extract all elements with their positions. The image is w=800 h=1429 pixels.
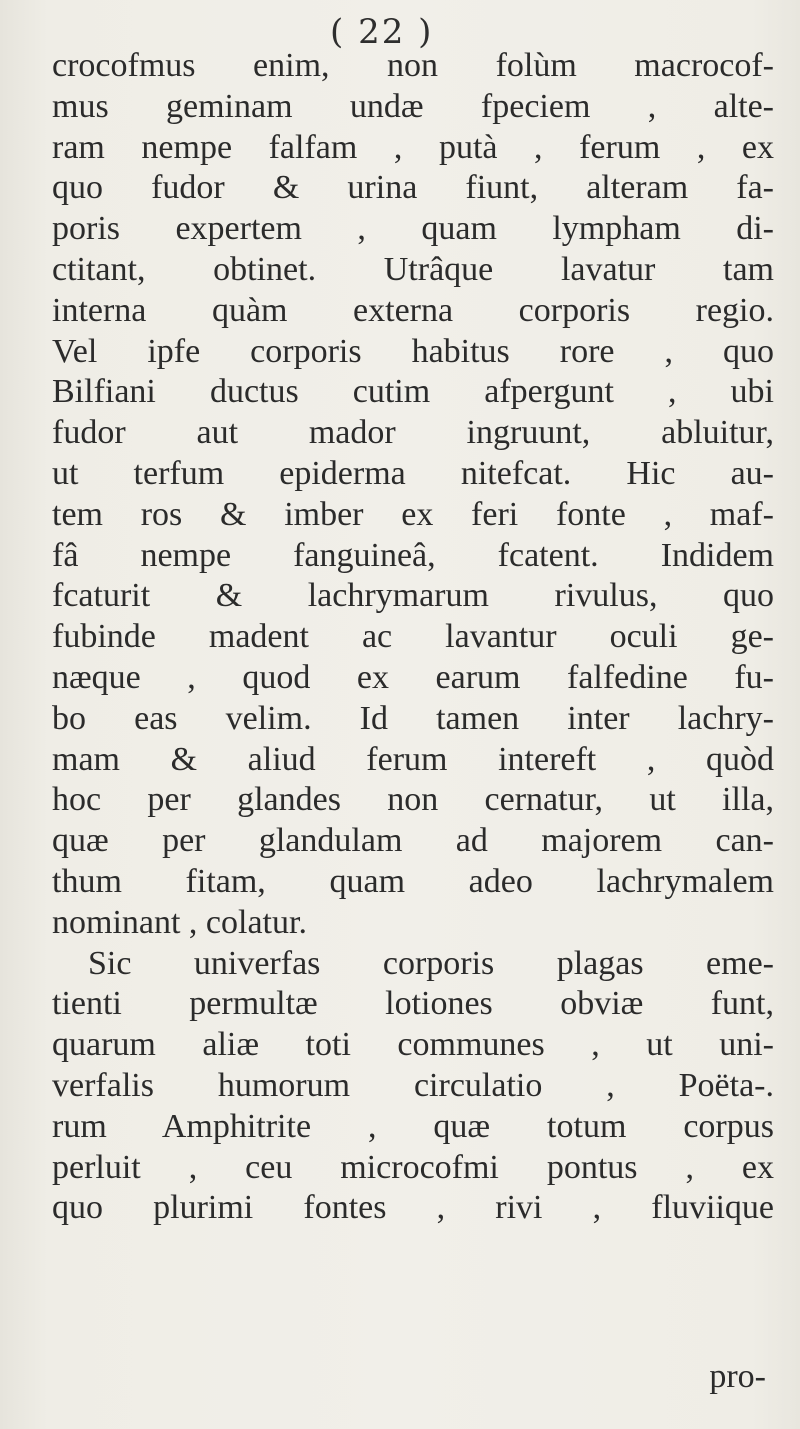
text-line: poris expertem , quam lympham di- — [52, 210, 774, 248]
text-line: quo fudor & urina fiunt, alteram fa- — [52, 169, 774, 207]
text-line: bo eas velim. Id tamen inter lachry- — [52, 699, 774, 737]
text-line: fubinde madent ac lavantur oculi ge- — [52, 618, 774, 656]
text-line: fâ nempe fanguineâ, fcatent. Indidem — [52, 536, 774, 574]
catchword: pro- — [709, 1358, 766, 1395]
text-line: perluit , ceu microcofmi pontus , ex — [52, 1148, 774, 1186]
text-line: rum Amphitrite , quæ totum corpus — [52, 1107, 774, 1145]
text-line: Bilfiani ductus cutim afpergunt , ubi — [52, 373, 774, 411]
text-line: ram nempe falfam , putà , ferum , ex — [52, 128, 774, 166]
text-line: fudor aut mador ingruunt, abluitur, — [52, 414, 774, 452]
text-line: quarum aliæ toti communes , ut uni- — [52, 1026, 774, 1064]
text-line: mam & aliud ferum intereft , quòd — [52, 740, 774, 778]
text-line: hoc per glandes non cernatur, ut illa, — [52, 781, 774, 819]
text-line: thum fitam, quam adeo lachrymalem — [52, 862, 774, 900]
text-line: tienti permultæ lotiones obviæ funt, — [52, 985, 774, 1023]
text-line: verfalis humorum circulatio , Poëta-. — [52, 1066, 774, 1104]
text-line: ctitant, obtinet. Utrâque lavatur tam — [52, 250, 774, 288]
text-line: næque , quod ex earum falfedine fu- — [52, 658, 774, 696]
page-number: ( 22 ) — [330, 12, 434, 52]
text-line: fcaturit & lachrymarum rivulus, quo — [52, 577, 774, 615]
body-text — [52, 46, 774, 1229]
text-line: interna quàm externa corporis regio. — [52, 291, 774, 329]
text-line: nominant , colatur. — [52, 903, 307, 941]
text-line: Vel ipfe corporis habitus rore , quo — [52, 332, 774, 370]
text-line: mus geminam undæ fpeciem , alte- — [52, 87, 774, 125]
text-line: Sic univerfas corporis plagas eme- — [88, 944, 774, 982]
text-line: quæ per glandulam ad majorem can- — [52, 822, 774, 860]
text-line: crocofmus enim, non folùm macrocof- — [52, 47, 774, 84]
text-line: ut terfum epiderma nitefcat. Hic au- — [52, 454, 774, 492]
text-line: tem ros & imber ex feri fonte , maf- — [52, 495, 774, 533]
text-line: quo plurimi fontes , rivi , fluviique — [52, 1189, 774, 1227]
